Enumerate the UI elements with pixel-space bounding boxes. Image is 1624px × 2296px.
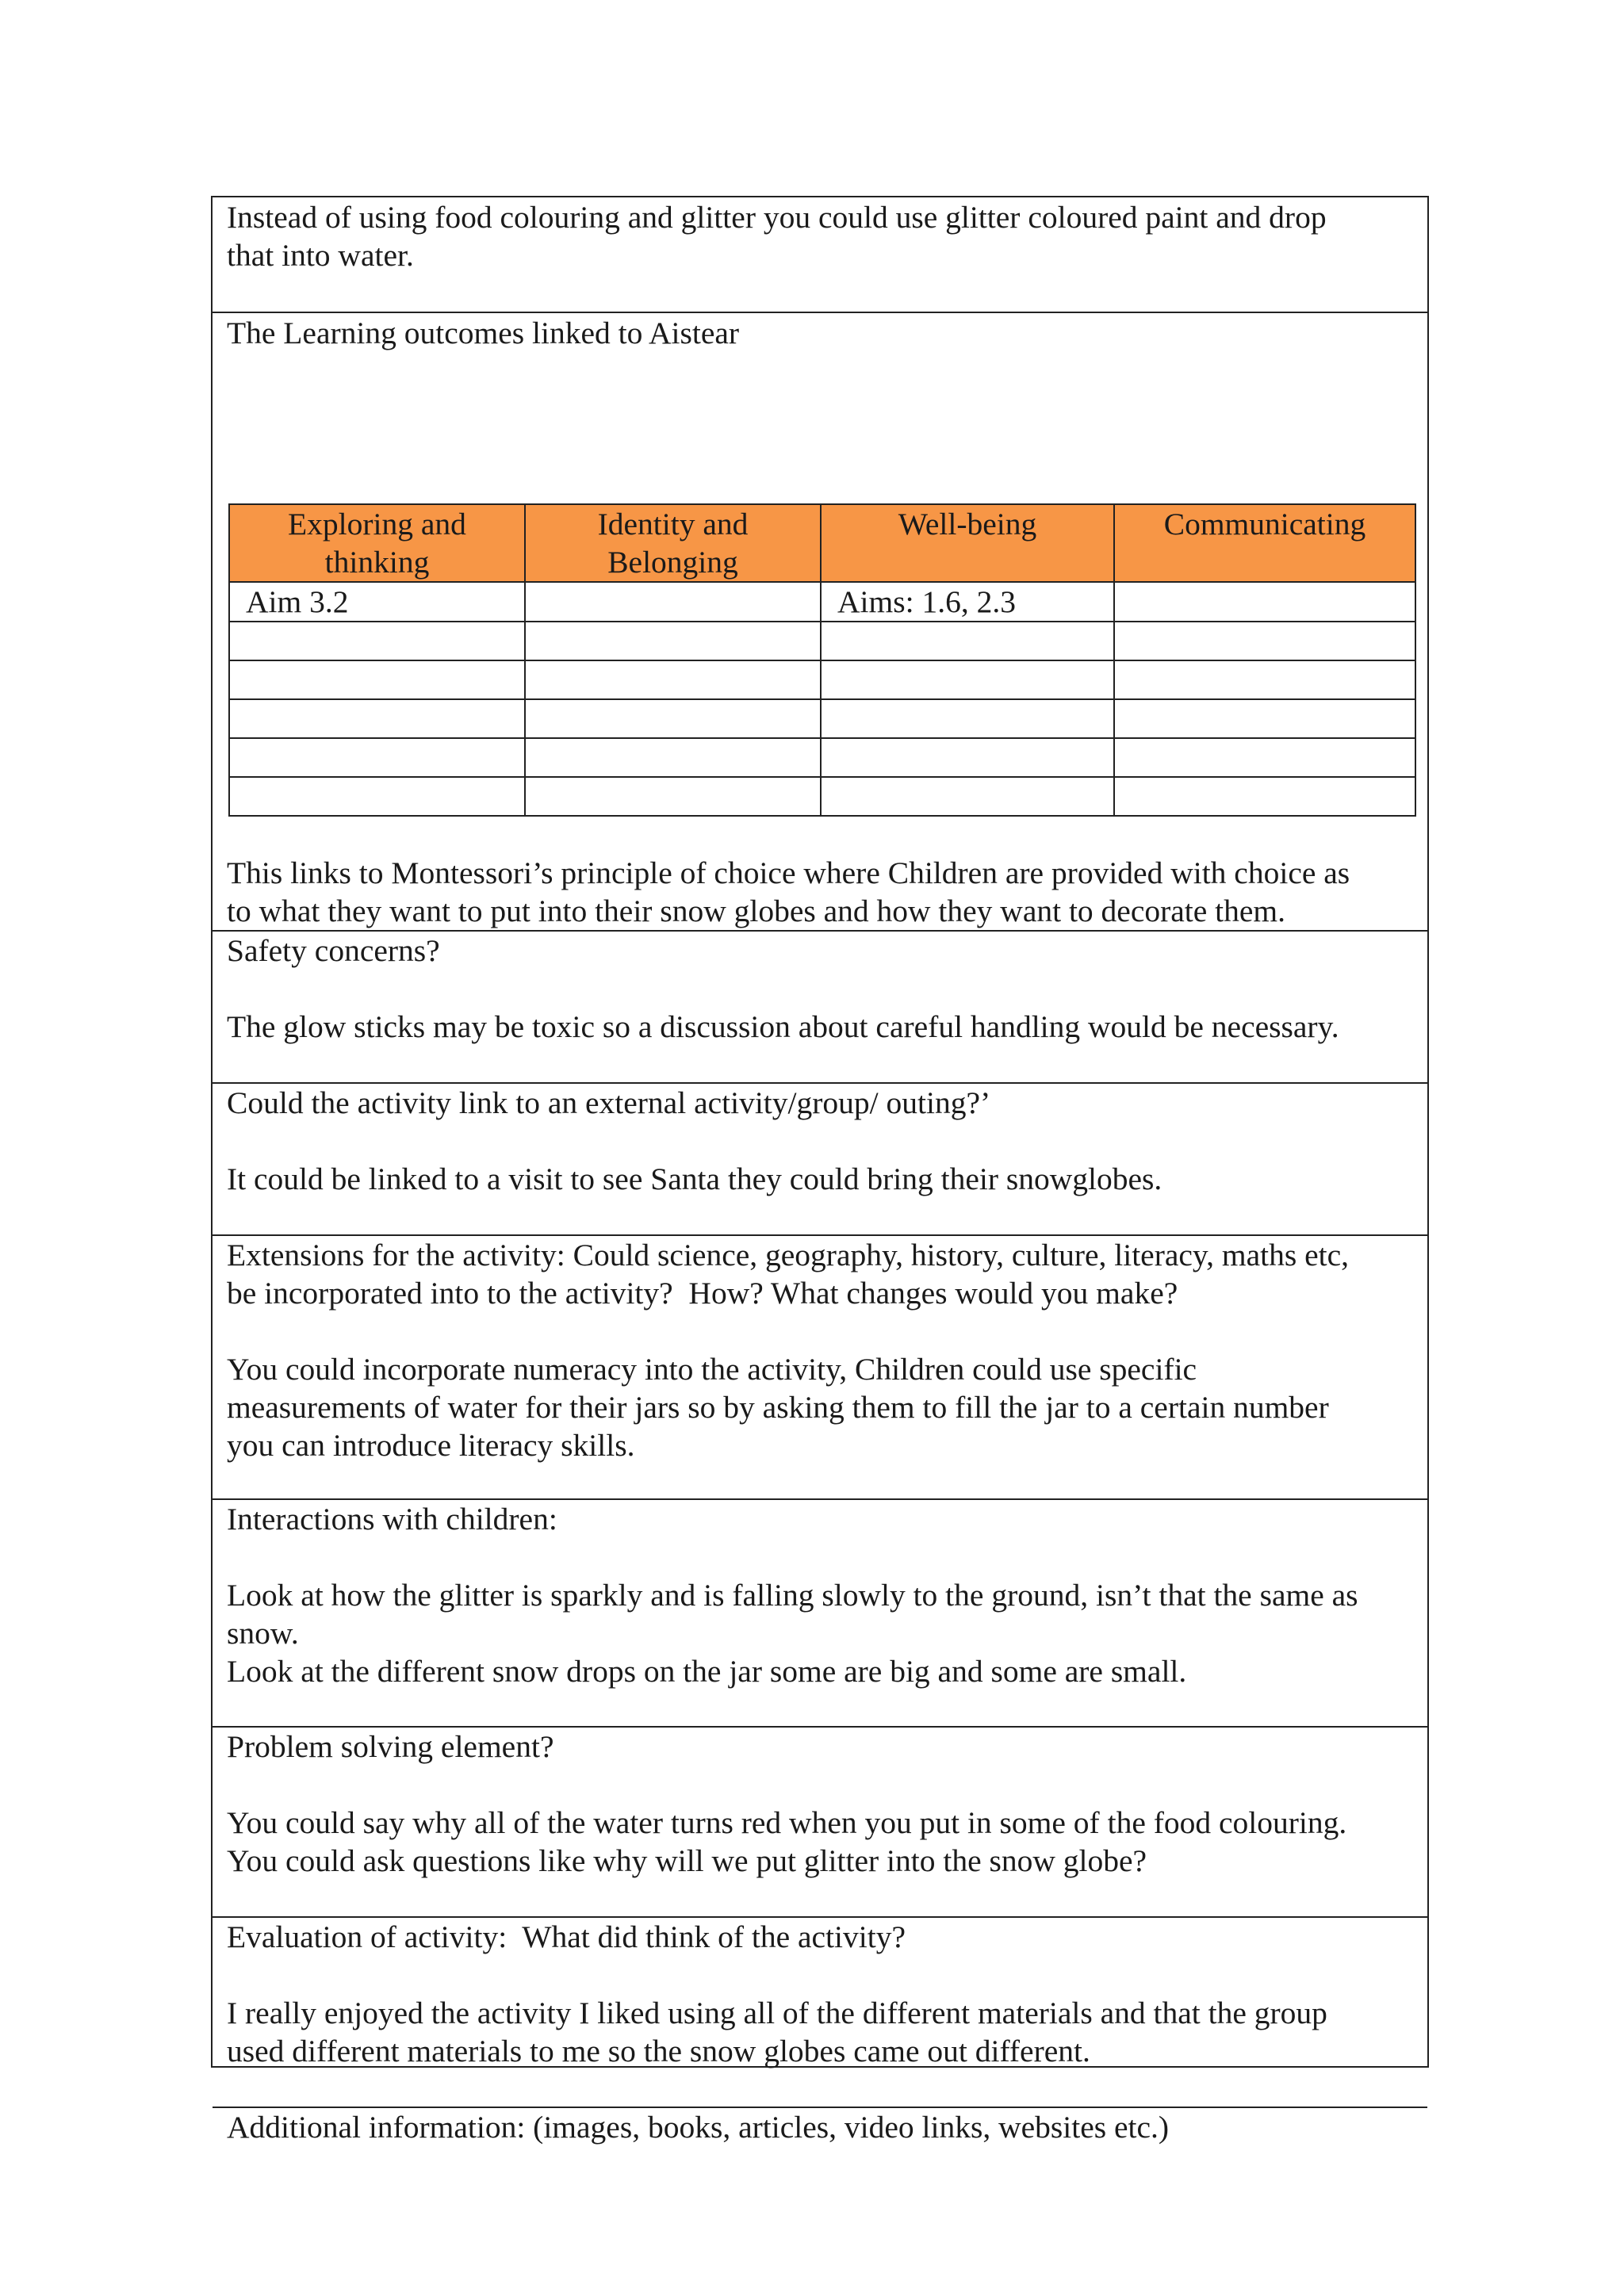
table-cell <box>229 699 525 738</box>
aistear-row <box>229 777 1415 816</box>
table-cell <box>821 622 1114 660</box>
table-cell <box>1114 660 1415 699</box>
table-cell <box>821 738 1114 777</box>
table-cell <box>1114 699 1415 738</box>
table-cell <box>1114 622 1415 660</box>
table-cell <box>525 777 821 816</box>
external-activity-text: Could the activity link to an external activity/group/ outing?’ It could be linked to a visit to see Santa they could bring their snowglobes. <box>227 1085 1162 1196</box>
table-cell <box>525 582 821 622</box>
cell-exploring-aim: Aim 3.2 <box>229 582 525 622</box>
external-activity-row <box>213 1084 1427 1236</box>
intro-text: Instead of using food colouring and glitter you could use glitter coloured paint and drop that into water. <box>227 200 1327 273</box>
aistear-row <box>229 622 1415 660</box>
problem-solving-row <box>213 1728 1427 1918</box>
header-well-being: Well-being <box>821 504 1114 582</box>
additional-info-text: Additional information: (images, books, articles, video links, websites etc.) <box>227 2110 1170 2145</box>
aistear-row <box>229 582 1415 622</box>
problem-solving-text: Problem solving element? You could say why all of the water turns red when you put in some of the food colouring. You could ask questions like why will we put glitter into the snow globe? <box>227 1729 1347 1878</box>
intro-row <box>213 197 1427 313</box>
evaluation-row <box>213 1918 1427 2108</box>
header-communicating: Communicating <box>1114 504 1415 582</box>
table-cell <box>1114 582 1415 622</box>
header-exploring-thinking: Exploring and thinking <box>229 504 525 582</box>
learning-outcomes-title: The Learning outcomes linked to Aistear <box>227 316 740 350</box>
montessori-text: This links to Montessori’s principle of choice where Children are provided with choice as to what they want to put into their snow globes and how they want to decorate them. <box>227 855 1350 928</box>
interactions-row <box>213 1500 1427 1728</box>
cell-well-being-aims: Aims: 1.6, 2.3 <box>821 582 1114 622</box>
aistear-header-row <box>229 504 1415 582</box>
evaluation-text: Evaluation of activity: What did think of the activity? I really enjoyed the activity I liked using all of the different materials and that the group used different materials to me so the snow globes came out different. <box>227 1919 1327 2068</box>
aistear-row <box>229 699 1415 738</box>
safety-row <box>213 932 1427 1084</box>
table-cell <box>821 777 1114 816</box>
interactions-text: Interactions with children: Look at how the glitter is sparkly and is falling slowly to the ground, isn’t that the same as snow. Look at the different snow drops on the jar some are big and some are small. <box>227 1502 1358 1689</box>
aistear-table <box>228 503 1416 817</box>
table-cell <box>821 699 1114 738</box>
header-identity-belonging: Identity and Belonging <box>525 504 821 582</box>
table-cell <box>1114 777 1415 816</box>
learning-outcomes-row <box>213 313 1427 932</box>
table-cell <box>1114 738 1415 777</box>
table-cell <box>525 660 821 699</box>
extensions-row <box>213 1236 1427 1500</box>
table-cell <box>821 660 1114 699</box>
safety-text: Safety concerns? The glow sticks may be toxic so a discussion about careful handling would be necessary. <box>227 933 1339 1044</box>
table-cell <box>229 660 525 699</box>
table-cell <box>525 738 821 777</box>
table-cell <box>229 777 525 816</box>
extensions-text: Extensions for the activity: Could science, geography, history, culture, literacy, maths etc, be incorporated into to the activity? How? What changes would you make? You could incorporate numeracy into the activity, Children could use specific measurements of water for their jars so by asking them to fill the jar to a certain number you can introduce literacy skills. <box>227 1238 1349 1463</box>
table-cell <box>525 622 821 660</box>
table-cell <box>229 622 525 660</box>
aistear-row <box>229 738 1415 777</box>
activity-plan-table <box>211 196 1429 2145</box>
table-cell <box>229 738 525 777</box>
additional-info-row <box>213 2108 1427 2187</box>
aistear-row <box>229 660 1415 699</box>
table-cell <box>525 699 821 738</box>
